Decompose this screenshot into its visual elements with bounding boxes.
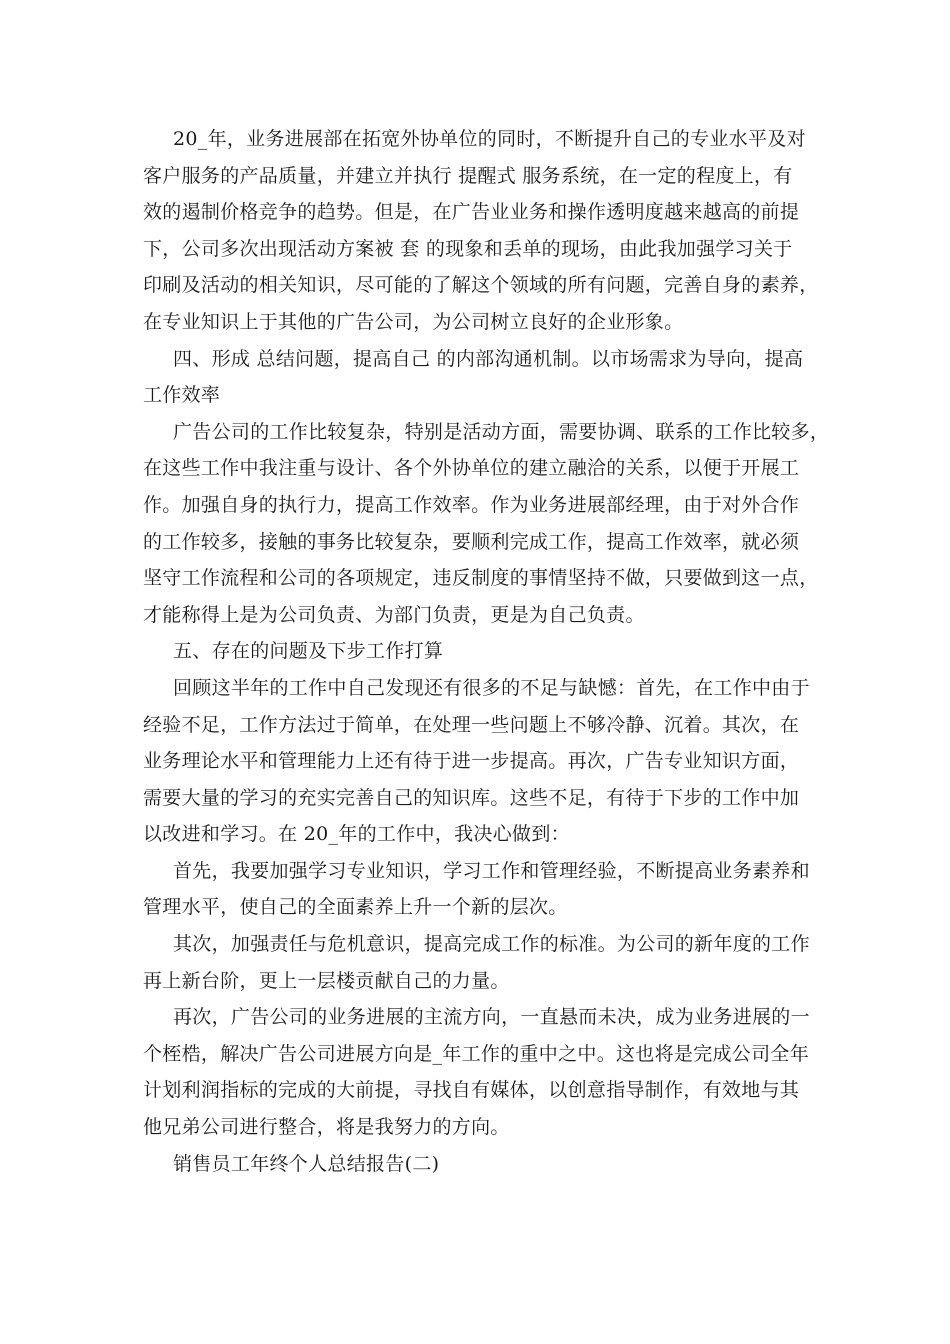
text-line: 需要大量的学习的充实完善自己的知识库。这些不足，有待于下步的工作中加 [143, 786, 800, 809]
text-line: 以改进和学习。在 20_年的工作中，我决心做到： [143, 823, 570, 846]
section-heading: 工作效率 [143, 384, 221, 407]
text-line: 其次，加强责任与危机意识，提高完成工作的标准。为公司的新年度的工作 [173, 933, 810, 956]
document-body [143, 121, 830, 1182]
text-line: 客户服务的产品质量，并建立并执行 提醒式 服务系统，在一定的程度上，有 [143, 164, 793, 187]
text-line: 坚守工作流程和公司的各项规定，违反制度的事情坚持不做，只要做到这一点， [143, 567, 819, 590]
text-line: 个桎梏，解决广告公司进展方向是_年工作的重中之中。这也将是完成公司全年 [143, 1042, 810, 1065]
section-heading: 四、形成 总结问题，提高自己 的内部沟通机制。以市场需求为导向，提高 [173, 347, 804, 370]
document-subtitle: 销售员工年终个人总结报告(二) [173, 1152, 440, 1175]
text-line: 再次，广告公司的业务进展的主流方向，一直悬而未决，成为业务进展的一 [173, 1006, 810, 1029]
text-line: 20_年，业务进展部在拓宽外协单位的同时，不断提升自己的专业水平及对 [173, 128, 806, 150]
text-line: 效的遏制价格竞争的趋势。但是，在广告业业务和操作透明度越来越高的前提 [143, 201, 800, 224]
text-line: 经验不足，工作方法过于简单，在处理一些问题上不够冷静、沉着。其次，在 [143, 713, 800, 736]
text-line: 回顾这半年的工作中自己发现还有很多的不足与缺憾：首先，在工作中由于 [173, 676, 810, 699]
text-line: 印刷及活动的相关知识，尽可能的了解这个领域的所有问题，完善自身的素养， [143, 274, 819, 297]
text-line: 再上新台阶，更上一层楼贡献自己的力量。 [143, 969, 510, 992]
text-line: 首先，我要加强学习专业知识，学习工作和管理经验，不断提高业务素养和 [173, 859, 810, 882]
text-line: 广告公司的工作比较复杂，特别是活动方面，需要协调、联系的工作比较多， [173, 420, 830, 443]
text-line: 作。加强自身的执行力，提高工作效率。作为业务进展部经理，由于对外合作 [143, 493, 800, 516]
text-line: 的工作较多，接触的事务比较复杂，要顺利完成工作，提高工作效率，就必须 [143, 530, 800, 553]
text-line: 他兄弟公司进行整合，将是我努力的方向。 [143, 1116, 510, 1139]
text-line: 业务理论水平和管理能力上还有待于进一步提高。再次，广告专业知识方面， [143, 750, 800, 773]
text-line: 在这些工作中我注重与设计、各个外协单位的建立融洽的关系，以便于开展工 [143, 457, 800, 480]
text-line: 才能称得上是为公司负责、为部门负责，更是为自己负责。 [143, 603, 645, 626]
text-line: 下，公司多次出现活动方案被 套 的现象和丢单的现场，由此我加强学习关于 [143, 237, 793, 260]
text-line: 计划利润指标的完成的大前提，寻找自有媒体，以创意指导制作，有效地与其 [143, 1079, 800, 1102]
text-line: 在专业知识上于其他的广告公司，为公司树立良好的企业形象。 [143, 310, 684, 333]
section-heading: 五、存在的问题及下步工作打算 [173, 640, 444, 663]
text-line: 管理水平，使自己的全面素养上升一个新的层次。 [143, 896, 568, 919]
